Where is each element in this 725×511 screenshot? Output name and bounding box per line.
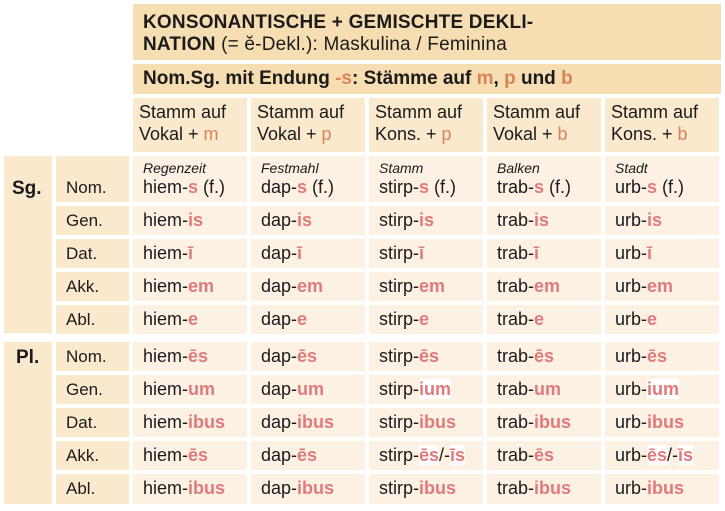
ending: ibus xyxy=(647,478,685,498)
ending: is xyxy=(297,210,313,230)
stem: urb- xyxy=(615,379,648,399)
word-form xyxy=(143,478,225,499)
stem: trab- xyxy=(497,243,535,263)
stem: trab- xyxy=(497,210,535,230)
word-form xyxy=(615,478,684,499)
stem: urb- xyxy=(615,177,648,197)
word-form xyxy=(379,210,434,231)
declension-cell xyxy=(487,206,601,235)
declension-cell xyxy=(605,342,719,371)
ending: ium xyxy=(419,379,452,399)
word-form xyxy=(615,412,684,433)
declension-cell xyxy=(487,156,601,202)
number-label-plural xyxy=(4,342,52,504)
column-header-line-2 xyxy=(257,123,359,145)
stem: trab- xyxy=(497,445,535,465)
separator: /- xyxy=(667,445,679,465)
gloss: Regenzeit xyxy=(143,160,207,176)
declension-cell xyxy=(605,441,719,470)
separator: (f.) xyxy=(544,177,572,197)
word-form xyxy=(615,445,693,466)
word-form xyxy=(261,309,307,330)
ending: ī xyxy=(419,243,425,263)
column-header-line-1: Stamm auf xyxy=(375,102,463,122)
column-header xyxy=(133,98,247,152)
column-header-line-2 xyxy=(375,123,477,145)
declension-cell xyxy=(605,408,719,437)
column-header-stem-letter: m xyxy=(203,124,219,144)
case-label xyxy=(56,206,129,235)
ending: e xyxy=(647,309,658,329)
gloss: Stadt xyxy=(615,160,648,176)
word-form xyxy=(261,346,317,367)
stem: trab- xyxy=(497,276,535,296)
ending: em xyxy=(419,276,446,296)
case-label-text: Gen. xyxy=(66,380,103,399)
ending: e xyxy=(297,309,308,329)
stem: urb- xyxy=(615,276,648,296)
word-form xyxy=(615,346,667,367)
stem: dap- xyxy=(261,309,298,329)
stem: urb- xyxy=(615,243,648,263)
nomsg-prefix: Nom.Sg. mit Endung xyxy=(143,68,330,89)
word-form xyxy=(379,243,424,264)
case-label xyxy=(56,441,129,470)
ending: em xyxy=(534,276,561,296)
stem: stirp- xyxy=(379,276,419,296)
stem: hiem- xyxy=(143,412,189,432)
stem: hiem- xyxy=(143,276,189,296)
ending: em xyxy=(297,276,324,296)
ending: ibus xyxy=(534,478,572,498)
column-header-line-2 xyxy=(139,123,241,145)
stem: urb- xyxy=(615,210,648,230)
ending: ibus xyxy=(297,478,335,498)
ending: e xyxy=(534,309,545,329)
word-form xyxy=(261,478,334,499)
singular-label: Sg. xyxy=(12,178,42,199)
word-form xyxy=(379,276,445,297)
column-header-line-1: Stamm auf xyxy=(139,102,227,122)
declension-cell xyxy=(605,305,719,334)
declension-cell xyxy=(133,239,247,268)
word-form xyxy=(379,478,456,499)
word-form xyxy=(615,177,684,198)
ending: ium xyxy=(647,379,680,399)
declension-cell xyxy=(133,272,247,301)
stem: urb- xyxy=(615,478,648,498)
word-form xyxy=(143,445,208,466)
case-label-text: Gen. xyxy=(66,211,103,230)
stem: trab- xyxy=(497,177,535,197)
gloss: Balken xyxy=(497,160,540,176)
word-form xyxy=(143,412,225,433)
stem: stirp- xyxy=(379,445,419,465)
word-form xyxy=(261,379,324,400)
column-header-stem-letter: p xyxy=(441,124,452,144)
ending: ēs xyxy=(188,346,209,366)
stem: dap- xyxy=(261,177,298,197)
nomsg-stem-m: m xyxy=(476,68,494,89)
stem: trab- xyxy=(497,346,535,366)
declension-cell xyxy=(369,408,483,437)
column-header-type: Kons. + xyxy=(375,124,442,144)
declension-cell xyxy=(369,206,483,235)
declension-cell xyxy=(251,239,365,268)
declension-cell xyxy=(369,441,483,470)
stem: dap- xyxy=(261,412,298,432)
declension-cell xyxy=(605,156,719,202)
declension-cell xyxy=(251,441,365,470)
ending: s xyxy=(534,177,545,197)
declension-cell xyxy=(133,408,247,437)
case-label-text: Dat. xyxy=(66,413,98,432)
stem: trab- xyxy=(497,412,535,432)
ending: īs xyxy=(450,445,466,465)
declension-cell xyxy=(487,441,601,470)
declension-cell xyxy=(487,342,601,371)
stem: hiem- xyxy=(143,346,189,366)
ending: um xyxy=(188,379,216,399)
declension-cell xyxy=(487,272,601,301)
word-form xyxy=(261,276,323,297)
stem: dap- xyxy=(261,445,298,465)
stem: hiem- xyxy=(143,309,189,329)
declension-cell xyxy=(133,441,247,470)
word-form xyxy=(615,276,673,297)
declension-cell xyxy=(251,408,365,437)
stem: dap- xyxy=(261,346,298,366)
word-form xyxy=(379,309,429,330)
number-label-singular xyxy=(4,156,52,333)
declension-cell xyxy=(369,239,483,268)
stem: urb- xyxy=(615,346,648,366)
case-label xyxy=(56,305,129,334)
stem: dap- xyxy=(261,276,298,296)
word-form xyxy=(143,309,198,330)
word-form xyxy=(379,445,465,466)
gloss: Festmahl xyxy=(261,160,319,176)
word-form xyxy=(497,309,544,330)
ending: ēs xyxy=(188,445,209,465)
word-form xyxy=(261,445,317,466)
ending: ēs xyxy=(297,445,318,465)
stem: dap- xyxy=(261,243,298,263)
declension-cell xyxy=(605,272,719,301)
ending: ēs xyxy=(534,445,555,465)
declension-cell xyxy=(251,272,365,301)
case-label-text: Abl. xyxy=(66,310,96,329)
stem: stirp- xyxy=(379,379,419,399)
word-form xyxy=(497,210,549,231)
word-form xyxy=(143,177,225,198)
word-form xyxy=(497,412,571,433)
column-header-line-1: Stamm auf xyxy=(493,102,581,122)
ending: ēs xyxy=(534,346,555,366)
column-header-type: Vokal + xyxy=(257,124,322,144)
declension-cell xyxy=(605,474,719,504)
stem: urb- xyxy=(615,445,648,465)
ending: ibus xyxy=(297,412,335,432)
ending: īs xyxy=(678,445,694,465)
declension-cell xyxy=(369,305,483,334)
ending: em xyxy=(188,276,215,296)
stem: dap- xyxy=(261,478,298,498)
column-header-type: Vokal + xyxy=(139,124,204,144)
title-line-1: KONSONANTISCHE + GEMISCHTE DEKLI- xyxy=(143,12,534,33)
declension-cell xyxy=(369,474,483,504)
declension-cell xyxy=(133,156,247,202)
ending: ī xyxy=(534,243,540,263)
stem: hiem- xyxy=(143,210,189,230)
word-form xyxy=(497,276,560,297)
ending: ī xyxy=(647,243,653,263)
declension-cell xyxy=(251,305,365,334)
word-form xyxy=(261,412,334,433)
word-form xyxy=(143,379,215,400)
gloss: Stamm xyxy=(379,160,424,176)
word-form xyxy=(497,346,554,367)
declension-cell xyxy=(487,474,601,504)
declension-cell xyxy=(251,342,365,371)
ending: ī xyxy=(188,243,194,263)
nomsg-colon: : xyxy=(352,68,359,89)
stem: hiem- xyxy=(143,478,189,498)
word-form xyxy=(261,243,302,264)
ending: is xyxy=(534,210,550,230)
stem: hiem- xyxy=(143,243,189,263)
stem: hiem- xyxy=(143,445,189,465)
ending: ēs xyxy=(647,346,668,366)
ending: ēs xyxy=(647,445,668,465)
stem: trab- xyxy=(497,478,535,498)
declension-cell xyxy=(605,239,719,268)
stem: stirp- xyxy=(379,243,419,263)
declension-cell xyxy=(487,408,601,437)
word-form xyxy=(615,243,652,264)
declension-cell xyxy=(605,206,719,235)
ending: ibus xyxy=(647,412,685,432)
declension-cell xyxy=(251,375,365,404)
word-form xyxy=(379,346,439,367)
nomsg-stem-p: p xyxy=(504,68,516,89)
stem: dap- xyxy=(261,210,298,230)
column-header-line-2 xyxy=(493,123,595,145)
declension-cell xyxy=(133,375,247,404)
ending: is xyxy=(419,210,435,230)
ending: is xyxy=(647,210,663,230)
ending: ibus xyxy=(188,412,226,432)
stem: trab- xyxy=(497,379,535,399)
ending: ēs xyxy=(419,445,440,465)
case-label-text: Akk. xyxy=(66,277,100,296)
case-label-text: Dat. xyxy=(66,244,98,263)
ending: ēs xyxy=(419,346,440,366)
case-label xyxy=(56,375,129,404)
nomsg-stem-b: b xyxy=(561,68,573,89)
stem: stirp- xyxy=(379,177,419,197)
word-form xyxy=(379,412,456,433)
declension-cell xyxy=(369,375,483,404)
word-form xyxy=(615,379,679,400)
stem: stirp- xyxy=(379,210,419,230)
ending: ibus xyxy=(419,478,457,498)
declension-cell xyxy=(369,156,483,202)
nomsg-middle: Stämme auf xyxy=(363,68,472,89)
case-label xyxy=(56,272,129,301)
ending: ibus xyxy=(188,478,226,498)
declension-cell xyxy=(133,474,247,504)
declension-cell xyxy=(369,342,483,371)
ending: ī xyxy=(297,243,303,263)
word-form xyxy=(143,243,193,264)
declension-cell xyxy=(487,305,601,334)
word-form xyxy=(615,309,657,330)
word-form xyxy=(261,210,312,231)
column-header xyxy=(369,98,483,152)
nomsg-und: und xyxy=(520,68,556,89)
case-label-text: Abl. xyxy=(66,479,96,498)
ending: em xyxy=(647,276,674,296)
word-form xyxy=(615,210,662,231)
declension-cell xyxy=(487,375,601,404)
case-label xyxy=(56,474,129,504)
declension-cell xyxy=(605,375,719,404)
separator: (f.) xyxy=(198,177,226,197)
ending: s xyxy=(188,177,199,197)
ending: s xyxy=(647,177,658,197)
separator: (f.) xyxy=(429,177,457,197)
ending: ibus xyxy=(419,412,457,432)
column-header xyxy=(605,98,719,152)
word-form xyxy=(143,276,214,297)
word-form xyxy=(497,445,554,466)
column-header-stem-letter: p xyxy=(321,124,332,144)
separator: /- xyxy=(439,445,451,465)
column-header-line-1: Stamm auf xyxy=(611,102,699,122)
stem: stirp- xyxy=(379,346,419,366)
declension-cell xyxy=(487,239,601,268)
ending: ibus xyxy=(534,412,572,432)
declension-cell xyxy=(251,474,365,504)
ending: ēs xyxy=(297,346,318,366)
word-form xyxy=(261,177,334,198)
ending: e xyxy=(419,309,430,329)
separator: (f.) xyxy=(657,177,685,197)
nomsg-comma: , xyxy=(493,68,499,89)
stem: stirp- xyxy=(379,478,419,498)
ending: e xyxy=(188,309,199,329)
ending: is xyxy=(188,210,204,230)
stem: hiem- xyxy=(143,379,189,399)
column-header xyxy=(487,98,601,152)
case-label xyxy=(56,156,129,202)
word-form xyxy=(497,243,539,264)
case-label xyxy=(56,408,129,437)
stem: dap- xyxy=(261,379,298,399)
stem: stirp- xyxy=(379,309,419,329)
column-header-stem-letter: b xyxy=(557,124,568,144)
stem: urb- xyxy=(615,412,648,432)
plural-label: Pl. xyxy=(16,347,40,368)
column-header xyxy=(251,98,365,152)
declension-cell xyxy=(133,206,247,235)
stem: stirp- xyxy=(379,412,419,432)
case-label-text: Nom. xyxy=(66,178,107,197)
case-label xyxy=(56,342,129,371)
word-form xyxy=(497,379,561,400)
title-line-2-paren: (= ĕ-Dekl.): xyxy=(221,34,318,55)
ending: s xyxy=(297,177,308,197)
stem: trab- xyxy=(497,309,535,329)
nomsg-header xyxy=(133,64,721,94)
title-line-2-bold: NATION xyxy=(143,34,216,55)
column-header-line-2 xyxy=(611,123,713,145)
ending: s xyxy=(419,177,430,197)
title-line-2 xyxy=(143,34,711,56)
declension-cell xyxy=(133,342,247,371)
word-form xyxy=(143,346,208,367)
column-header-line-1: Stamm auf xyxy=(257,102,345,122)
word-form xyxy=(497,478,571,499)
case-label-text: Akk. xyxy=(66,446,100,465)
declension-cell xyxy=(133,305,247,334)
ending: um xyxy=(297,379,325,399)
declension-cell xyxy=(251,206,365,235)
column-header-stem-letter: b xyxy=(677,124,688,144)
word-form xyxy=(497,177,571,198)
declension-cell xyxy=(369,272,483,301)
stem: urb- xyxy=(615,309,648,329)
nomsg-ending: -s xyxy=(335,68,353,89)
column-header-type: Kons. + xyxy=(611,124,678,144)
case-label-text: Nom. xyxy=(66,347,107,366)
word-form xyxy=(379,379,451,400)
stem: hiem- xyxy=(143,177,189,197)
word-form xyxy=(143,210,203,231)
ending: um xyxy=(534,379,562,399)
title-line-2-tail: Maskulina / Feminina xyxy=(323,34,508,55)
case-label xyxy=(56,239,129,268)
table-title xyxy=(133,4,721,60)
column-header-type: Vokal + xyxy=(493,124,558,144)
separator: (f.) xyxy=(307,177,335,197)
word-form xyxy=(379,177,456,198)
declension-cell xyxy=(251,156,365,202)
